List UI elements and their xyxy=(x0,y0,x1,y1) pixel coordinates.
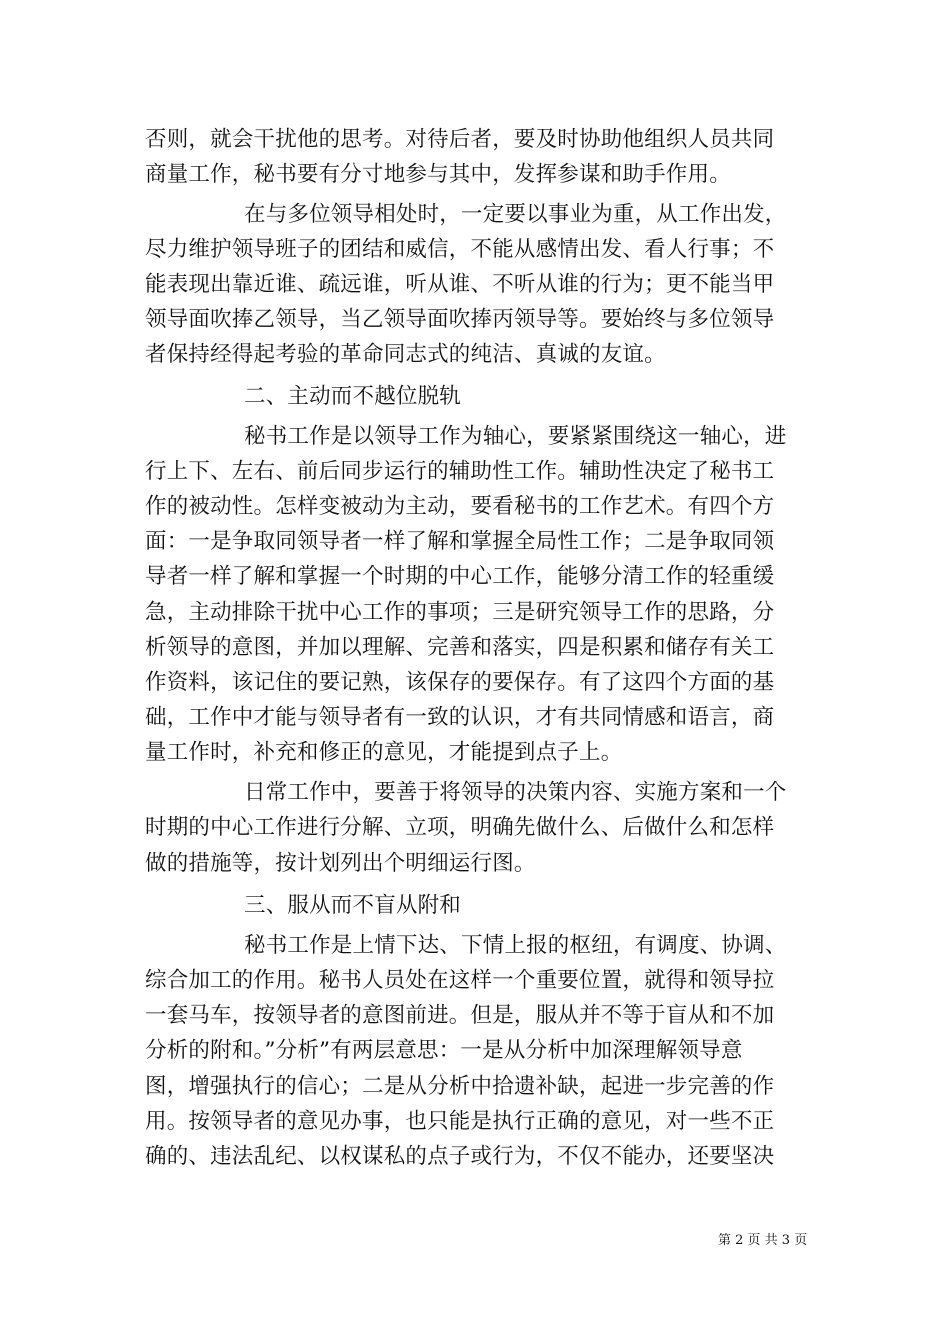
section-heading: 三、服从而不盲从附和 xyxy=(244,893,462,918)
text-line: 行上下、左右、前后同步运行的辅助性工作。辅助性决定了秘书工 xyxy=(145,459,775,484)
text-line: 导者一样了解和掌握一个时期的中心工作，能够分清工作的轻重缓 xyxy=(145,564,775,589)
page-number: 第 2 页 共 3 页 xyxy=(718,1233,808,1248)
text-line: 时期的中心工作进行分解、立项，明确先做什么、后做什么和怎样 xyxy=(145,815,775,840)
paragraph-start: 秘书工作是上情下达、下情上报的枢纽，有调度、协调、 xyxy=(244,933,787,958)
text-line: 商量工作，秘书要有分寸地参与其中，发挥参谋和助手作用。 xyxy=(145,162,731,187)
text-line: 图，增强执行的信心；二是从分析中拾遗补缺，起进一步完善的作 xyxy=(145,1074,775,1099)
text-line: 能表现出靠近谁、疏远谁，听从谁、不听从谁的行为；更不能当甲 xyxy=(145,272,775,297)
text-line: 急，主动排除干扰中心工作的事项；三是研究领导工作的思路，分 xyxy=(145,600,775,625)
text-line: 用。按领导者的意见办事，也只能是执行正确的意见，对一些不正 xyxy=(145,1109,775,1134)
text-line: 作的被动性。怎样变被动为主动，要看秘书的工作艺术。有四个方 xyxy=(145,494,775,519)
text-line: 分析的附和。”分析”有两层意思：一是从分析中加深理解领导意 xyxy=(145,1038,743,1063)
paragraph-start: 日常工作中，要善于将领导的决策内容、实施方案和一个 xyxy=(244,780,787,805)
text-line: 面：一是争取同领导者一样了解和掌握全局性工作；二是争取同领 xyxy=(145,529,775,554)
text-line: 析领导的意图，并加以理解、完善和落实，四是积累和储存有关工 xyxy=(145,635,775,660)
text-line: 一套马车，按领导者的意图前进。但是，服从并不等于盲从和不加 xyxy=(145,1003,775,1028)
text-line: 确的、违法乱纪、以权谋私的点子或行为，不仅不能办，还要坚决 xyxy=(145,1144,775,1169)
text-line: 者保持经得起考验的革命同志式的纯洁、真诚的友谊。 xyxy=(145,342,666,367)
paragraph-start: 秘书工作是以领导工作为轴心，要紧紧围绕这一轴心，进 xyxy=(244,424,787,449)
text-line: 尽力维护领导班子的团结和威信，不能从感情出发、看人行事；不 xyxy=(145,237,775,262)
text-line: 综合加工的作用。秘书人员处在这样一个重要位置，就得和领导拉 xyxy=(145,968,775,993)
text-line: 否则，就会干扰他的思考。对待后者，要及时协助他组织人员共同 xyxy=(145,127,775,152)
text-line: 作资料，该记住的要记熟，该保存的要保存。有了这四个方面的基 xyxy=(145,670,775,695)
text-line: 领导面吹捧乙领导，当乙领导面吹捧丙领导等。要始终与多位领导 xyxy=(145,307,775,332)
text-line: 做的措施等，按计划列出个明细运行图。 xyxy=(145,851,536,876)
paragraph-start: 在与多位领导相处时，一定要以事业为重，从工作出发， xyxy=(244,202,787,227)
section-heading: 二、主动而不越位脱轨 xyxy=(244,384,462,409)
text-line: 量工作时，补充和修正的意见，才能提到点子上。 xyxy=(145,740,623,765)
text-line: 础，工作中才能与领导者有一致的认识，才有共同情感和语言，商 xyxy=(145,705,775,730)
